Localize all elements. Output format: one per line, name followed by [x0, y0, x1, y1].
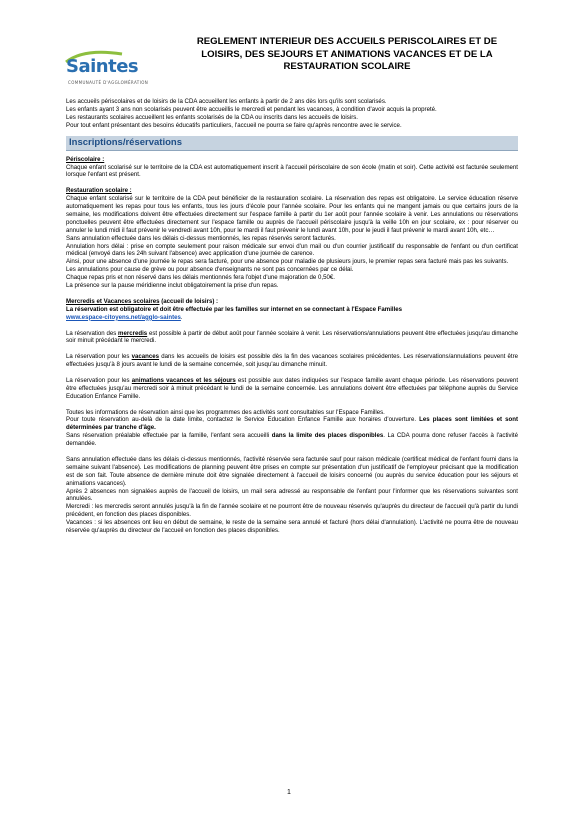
intro-paragraph-2: Les enfants ayant 3 ans non scolarisés peuvent être accueillis le mercredi et pendant les vacances, à condition d'avoir acquis la propreté.: [66, 105, 437, 113]
document-title: [176, 36, 518, 74]
page-number: 1: [287, 789, 291, 796]
document-header: [66, 36, 518, 98]
vacances-annulation-paragraph: Vacances : si les absences ont lieu en début de semaine, le reste de la semaine sera annulé et facturé (hors délai d'annulation). L'activité ne pourra être de nouveau réservée qu'auprès du directeur de l'accueil en fonction des places disponibles.: [66, 519, 518, 535]
info-paragraph-3: [66, 432, 518, 448]
info-3-post: . La CDA pourra donc refuser l'accès à l'activité demandée.: [66, 432, 518, 448]
restauration-paragraph-6: Chaque repas pris et non réservé dans les délais mentionnés fera l'objet d'une majoration de 0,50€.: [66, 274, 335, 282]
document-body: [66, 98, 518, 535]
section-title: Inscriptions/réservations: [69, 136, 182, 148]
restauration-paragraph-1: Chaque enfant scolarisé sur le territoire de la CDA peut bénéficier de la restauration scolaire. La réservation des repas est obligatoire. Le service éducation réserve automatiquement les repas pour tous les enfants, tous les jours d'école pour l'année scolaire. Pour les enfants qui ne mangent jamais ou que certains jours de la semaine, les modifications doivent être effectuées directement sur l'espace famille à partir du 1er août pour l'année scolaire à venir. Les annulations ou réservations ponctuelles peuvent être effectuées directement sur l'espace famille ou auprès de l'accueil périscolaire jusqu'à la veille 10h en jour scolaire, ex : pour réserver ou annuler le lundi midi il faut prévenir le vendredi avant 10h, pour le mardi il faut prévenir le lundi avant 10h, pour le jeudi il faut prévenir le mardi avant 10h, etc…: [66, 195, 518, 234]
vacances-paragraph: [66, 353, 518, 369]
intro-paragraph-1: Les accueils périscolaires et de loisirs de la CDA accueillent les enfants à partir de 2 ans dès lors qu'ils sont scolarisés.: [66, 98, 387, 105]
logo-wordmark: Saintes: [66, 56, 139, 77]
absences-paragraph: Après 2 absences non signalées auprès de l'accueil de loisirs, un mail sera adressé au responsable de l'enfant pour l'informer que les réservations suivantes sont annulées.: [66, 487, 518, 503]
title-line-1: REGLEMENT INTERIEUR DES ACCUEILS PERISCOLAIRES ET DE: [196, 36, 498, 47]
periscolaire-text: Chaque enfant scolarisé sur le territoire de la CDA est automatiquement inscrit à l'accueil périscolaire de son école (matin et soir). Cette activité est facturée seulement lorsque l'enfant est présent.: [66, 163, 518, 179]
info-3-pre: Sans réservation préalable effectuée par la famille, l'enfant sera accueilli: [66, 432, 272, 440]
mercredis-heading-suffix: (accueil de loisirs) :: [159, 297, 219, 305]
section-header: [66, 136, 518, 151]
restauration-paragraph-7: La présence sur la pause méridienne inclut obligatoirement la prise d'un repas.: [66, 282, 279, 290]
periscolaire-heading: Périscolaire :: [66, 155, 105, 163]
title-line-3: RESTAURATION SCOLAIRE: [283, 61, 411, 73]
animations-keyword: animations vacances et les séjours: [131, 376, 236, 384]
restauration-heading: Restauration scolaire :: [66, 187, 132, 195]
intro-paragraph-4: Pour tout enfant présentant des besoins éducatifs particuliers, l'accueil ne pourra se faire qu'après rencontre avec le service.: [66, 121, 402, 129]
info-paragraph-1: Toutes les informations de réservation ainsi que les programmes des activités sont consultables sur l'Espace Familles.: [66, 408, 385, 416]
saintes-logo: [66, 50, 156, 92]
reservation-obligatoire: La réservation est obligatoire et doit être effectuée par les familles sur internet en se connectant à l'Espace Familles: [66, 305, 403, 313]
title-line-2: LOISIRS, DES SEJOURS ET ANIMATIONS VACANCES ET DE LA: [201, 48, 493, 60]
mercredis-paragraph: [66, 330, 518, 346]
info-2-text: Pour toute réservation au-delà de la date limite, contactez le Service Education Enfance Famille aux horaires d'ouverture.: [66, 416, 417, 424]
vacances-keyword: vacances: [131, 353, 160, 361]
espace-familles-link[interactable]: www.espace-citoyens.net/agglo-saintes: [66, 313, 181, 321]
mercredis-keyword: mercredis: [118, 329, 148, 337]
restauration-paragraph-3: Annulation hors délai : prise en compte seulement pour raison médicale sur envoi d'un mail ou d'un courrier justificatif du responsable de l'enfant ou d'un certificat médical (envoyé dans les 24h suivant l'absence) avec application d'une journée de carence.: [66, 242, 518, 258]
logo-subtitle: COMMUNAUTÉ D'AGGLOMÉRATION: [68, 80, 149, 85]
restauration-paragraph-5: Les annulations pour cause de grève ou pour absence d'enseignants ne sont pas concernées par ce délai.: [66, 266, 354, 274]
animations-post: est possible aux dates indiquées sur l'espace famille avant chaque période. Les réservations peuvent être effectuées jusqu'au mercredi soir à minuit précédant le lundi de la semaine concernée. Les annulations doivent être effectuées par téléphone auprès du Service Education Enfance Famille.: [66, 376, 519, 400]
vacances-post: dans les accueils de loisirs est possible dès la fin des vacances scolaires précédentes. Les réservations/annulations peuvent être effectuées jusqu'à 8 jours avant le lundi de la semaine concernée, soit jusqu'au dimanche minuit.: [66, 353, 519, 369]
animations-pre: La réservation pour les: [66, 376, 132, 384]
link-period: .: [180, 313, 183, 321]
vacances-pre: La réservation pour les: [66, 353, 132, 361]
intro-paragraph-3: Les restaurants scolaires accueillent les enfants scolarisés de la CDA ou inscrits dans les accueils de loisirs.: [66, 113, 358, 121]
restauration-paragraph-4: Ainsi, pour une absence d'une journée le repas sera facturé, pour une absence pour maladie de plusieurs jours, le premier repas sera facturé mais pas les suivants.: [66, 258, 509, 266]
info-3-bold: dans la limite des places disponibles: [271, 432, 384, 440]
animations-paragraph: [66, 377, 518, 401]
mercredis-heading: Mercredis et Vacances scolaires: [66, 297, 160, 305]
mercredis-post: est possible à partir de début août pour l'année scolaire à venir. Les réservations/annulations peuvent être effectuées jusqu'au dimanche soir minuit précédant le mercredi.: [66, 329, 518, 345]
mercredis-pre: La réservation des: [66, 329, 119, 337]
annulation-paragraph: Sans annulation effectuée dans les délais ci-dessus mentionnés, l'activité réservée sera facturée sauf pour raison médicale (certificat médical de l'enfant fourni dans la semaine suivant l'absence). Les modifications de planning peuvent être prises en compte sur présentation d'un justificatif de l'employeur précisant que la modification est de son fait. Toute absence de dernière minute doit être signalée directement à l'accueil de loisirs concerné (ou auprès du service éducation pour les séjours et animations vacances).: [66, 455, 518, 487]
info-2-bold: Les places sont limitées et sont déterminées par tranche d'âge.: [66, 416, 519, 432]
info-paragraph-2: [66, 416, 518, 432]
restauration-paragraph-2: Sans annulation effectuée dans les délais ci-dessus mentionnés, les repas réservés seront facturés.: [66, 234, 336, 242]
mercredi-annulation-paragraph: Mercredi : les mercredis seront annulés jusqu'à la fin de l'année scolaire et ne pourront être de nouveau réservés qu'auprès du directeur de l'accueil qu'à partir du lundi précédent, en fonction des places disponibles.: [66, 503, 518, 519]
